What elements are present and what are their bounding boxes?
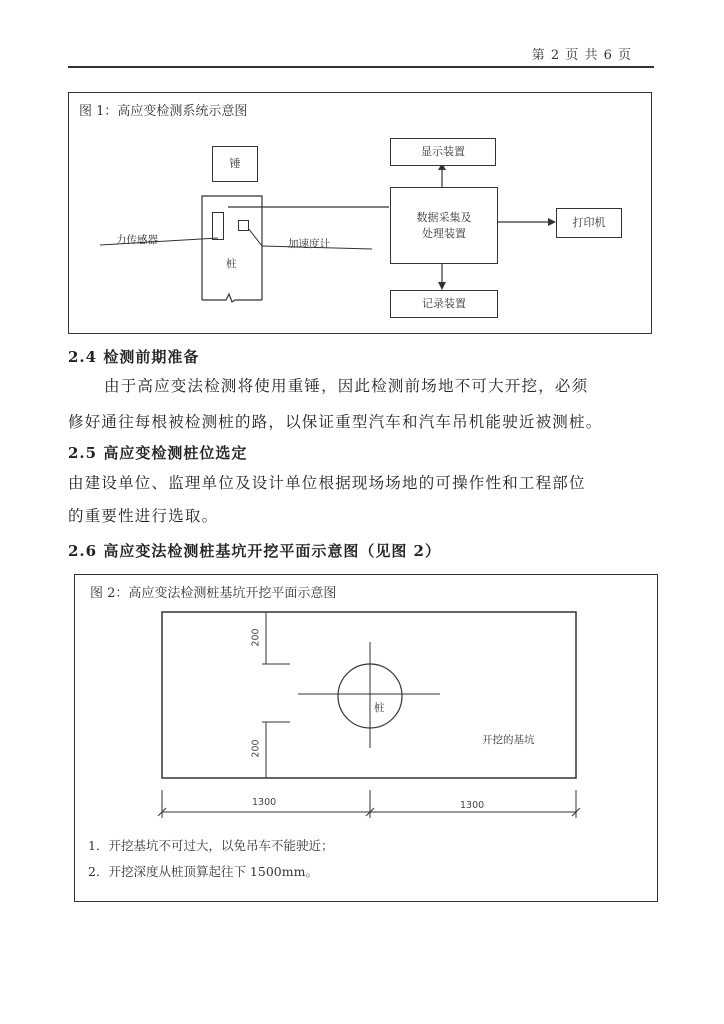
daq-label-line2: 处理装置 [422, 226, 466, 240]
recorder-label: 记录装置 [422, 297, 466, 310]
daq-label-line1: 数据采集及 [416, 210, 472, 224]
figure-1-title: 图 1：高应变检测系统示意图 [79, 104, 248, 119]
figure-2-note-2: 2．开挖深度从桩顶算起往下 1500mm。 [88, 864, 318, 879]
pit-label: 开挖的基坑 [482, 734, 535, 746]
dimension-right-1300: 1300 [460, 800, 485, 811]
page-indicator: 第 2 页 共 6 页 [531, 48, 632, 63]
section-2-4-heading: 2.4 检测前期准备 [68, 348, 200, 366]
pile-label-fig2: 桩 [374, 702, 385, 714]
pile-label: 桩 [226, 258, 237, 270]
section-2-5-line1: 由建设单位、监理单位及设计单位根据现场场地的可操作性和工程部位 [68, 474, 586, 492]
section-2-6-heading: 2.6 高应变法检测桩基坑开挖平面示意图（见图 2） [68, 542, 441, 560]
section-2-5-heading: 2.5 高应变检测桩位选定 [68, 444, 248, 462]
hammer-label: 锤 [229, 157, 241, 170]
dimension-top-200: 200 [250, 628, 262, 647]
section-2-5-line2: 的重要性进行选取。 [68, 507, 219, 525]
display-device-label: 显示装置 [421, 145, 465, 158]
section-2-4-line1: 由于高应变法检测将使用重锤，因此检测前场地不可大开挖，必须 [104, 377, 589, 395]
dimension-left-1300: 1300 [252, 797, 277, 808]
section-2-4-line2: 修好通往每根被检测桩的路，以保证重型汽车和汽车吊机能驶近被测桩。 [68, 413, 603, 431]
figure-2-title: 图 2：高应变法检测桩基坑开挖平面示意图 [90, 586, 337, 601]
figure-2-note-1: 1．开挖基坑不可过大，以免吊车不能驶近； [88, 838, 334, 853]
printer-label: 打印机 [572, 216, 606, 229]
force-sensor-label: 力传感器 [116, 234, 158, 246]
dimension-bottom-200: 200 [250, 739, 262, 758]
accelerometer-label: 加速度计 [288, 238, 330, 250]
